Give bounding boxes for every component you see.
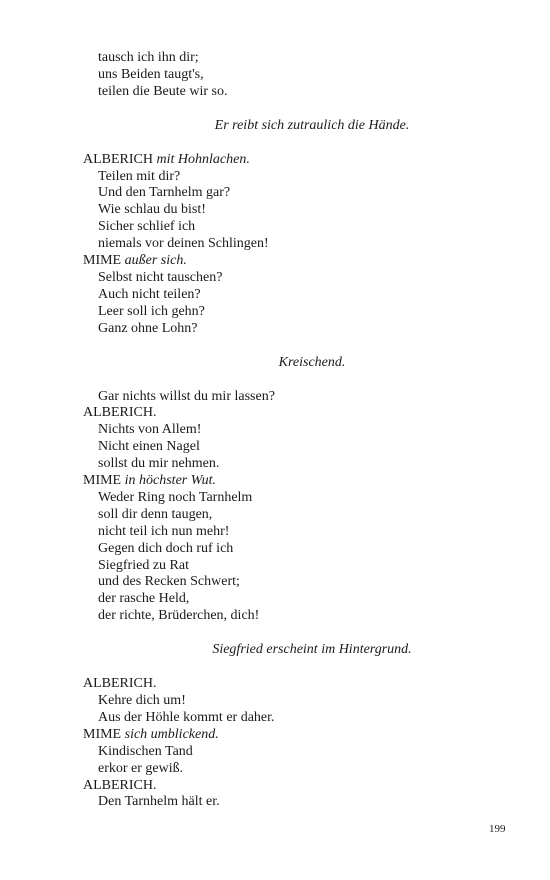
verse-line: Sicher schlief ich xyxy=(98,219,196,235)
speaker-name: MIME xyxy=(83,726,122,742)
verse-line: Teilen mit dir? xyxy=(98,168,181,184)
speaker-line xyxy=(83,473,473,490)
verse-line: Ganz ohne Lohn? xyxy=(98,320,198,336)
stage-direction: Siegfried erscheint im Hintergrund. xyxy=(212,642,412,658)
verse-line: nicht teil ich nun mehr! xyxy=(98,523,230,539)
verse-line: soll dir denn taugen, xyxy=(98,506,213,522)
speaker-direction: mit Hohnlachen. xyxy=(153,151,250,167)
speaker-name: MIME xyxy=(83,473,122,489)
verse-line: Gegen dich doch ruf ich xyxy=(98,540,234,556)
speaker-line xyxy=(83,405,473,422)
speaker-name: ALBERICH. xyxy=(83,777,157,793)
speaker-line xyxy=(83,676,473,693)
verse-line: Den Tarnhelm hält er. xyxy=(98,794,220,810)
verse-line: Und den Tarnhelm gar? xyxy=(98,185,231,201)
verse-line: teilen die Beute wir so. xyxy=(98,83,228,99)
verse-line: Kindischen Tand xyxy=(98,743,193,759)
play-text xyxy=(83,50,473,811)
verse-line: tausch ich ihn dir; xyxy=(98,50,199,65)
speaker-name: ALBERICH xyxy=(83,151,153,167)
verse-line: Weder Ring noch Tarnhelm xyxy=(98,489,253,505)
verse-line: Auch nicht teilen? xyxy=(98,286,201,302)
verse-line: Kehre dich um! xyxy=(98,693,186,708)
speaker-name: ALBERICH. xyxy=(83,676,157,692)
speaker-line xyxy=(83,727,473,744)
verse-line: Leer soll ich gehn? xyxy=(98,303,205,319)
verse-line: Gar nichts willst du mir lassen? xyxy=(98,388,275,404)
verse-line: niemals vor deinen Schlingen! xyxy=(98,236,269,252)
verse-line: Selbst nicht tauschen? xyxy=(98,269,223,285)
verse-line: der rasche Held, xyxy=(98,591,190,607)
speaker-name: ALBERICH. xyxy=(83,405,157,421)
speaker-direction: außer sich. xyxy=(121,253,187,269)
speaker-line xyxy=(83,778,473,795)
page-number: 199 xyxy=(489,823,506,835)
verse-line: Aus der Höhle kommt er daher. xyxy=(98,709,275,725)
verse-line: Wie schlau du bist! xyxy=(98,202,206,218)
verse-line: Siegfried zu Rat xyxy=(98,557,189,573)
verse-line: Nicht einen Nagel xyxy=(98,439,200,455)
speaker-direction: sich umblickend. xyxy=(121,726,219,742)
verse-line: und des Recken Schwert; xyxy=(98,574,240,590)
speaker-line xyxy=(83,152,473,169)
verse-line: der richte, Brüderchen, dich! xyxy=(98,608,260,624)
verse-line: sollst du mir nehmen. xyxy=(98,456,220,472)
verse-line: Nichts von Allem! xyxy=(98,422,202,438)
speaker-line xyxy=(83,253,473,270)
verse-line: uns Beiden taugt's, xyxy=(98,66,204,82)
verse-line: erkor er gewiß. xyxy=(98,760,184,776)
stage-direction: Kreischend. xyxy=(278,354,346,370)
speaker-name: MIME xyxy=(83,253,122,269)
speaker-direction: in höchster Wut. xyxy=(121,473,217,489)
stage-direction: Er reibt sich zutraulich die Hände. xyxy=(214,117,410,133)
